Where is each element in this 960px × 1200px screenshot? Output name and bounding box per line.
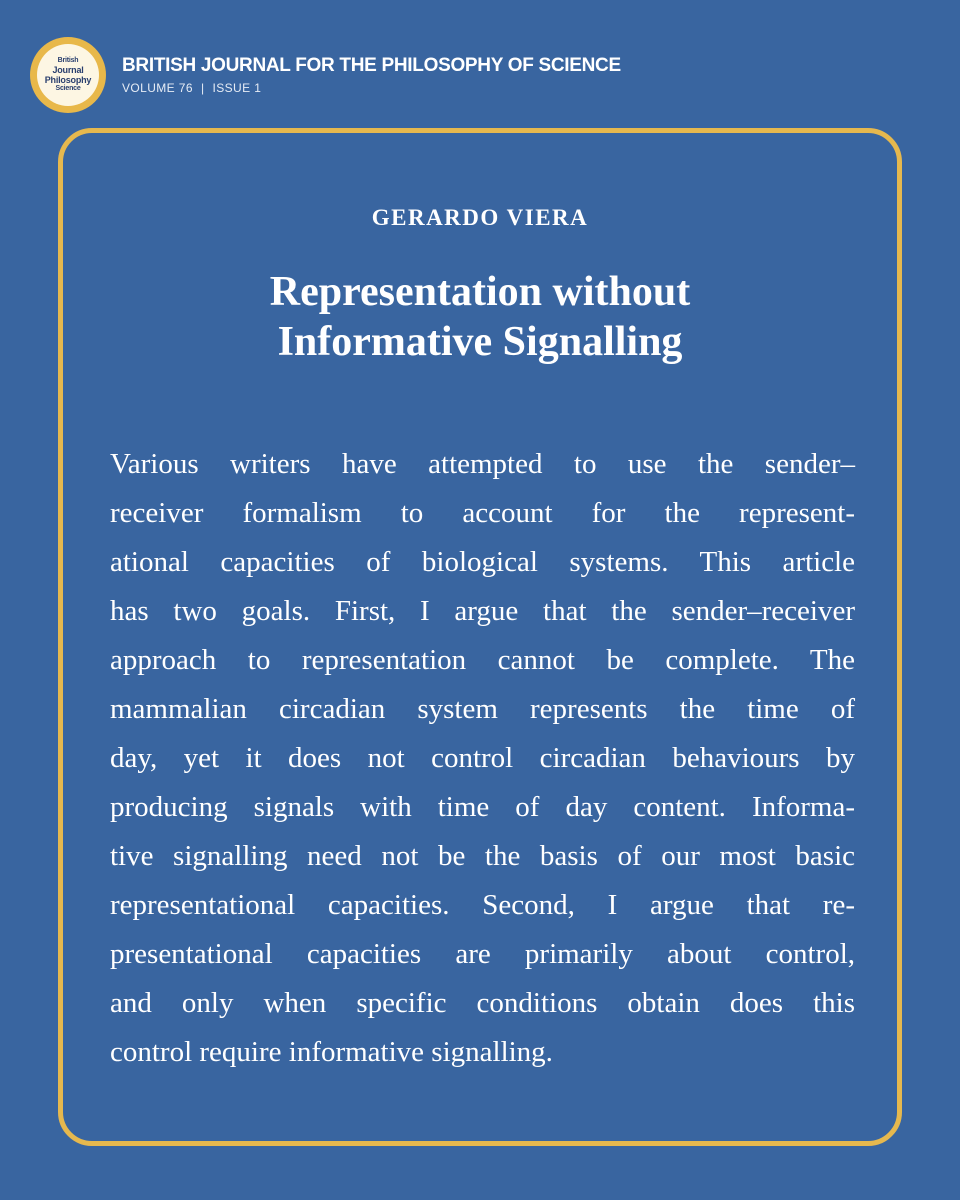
logo-line-science: Science — [55, 85, 81, 92]
journal-header — [30, 38, 621, 112]
abstract-line: has two goals. First, I argue that the sender–receiver — [110, 595, 855, 627]
logo-line-journal: Journal — [52, 65, 84, 75]
abstract-line: day, yet it does not control circadian behaviours by — [110, 742, 855, 774]
abstract-line: ational capacities of biological systems. This article — [110, 546, 855, 578]
abstract-line: mammalian circadian system represents the time of — [110, 693, 855, 725]
abstract-line: and only when specific conditions obtain does this — [110, 987, 855, 1019]
abstract-line: receiver formalism to account for the represent- — [110, 497, 855, 529]
abstract-card — [58, 128, 902, 1146]
abstract-line: representational capacities. Second, I argue that re- — [110, 889, 855, 921]
logo-line-british: British — [57, 57, 79, 64]
journal-text-block — [122, 55, 621, 95]
abstract-line: tive signalling need not be the basis of our most basic — [110, 840, 855, 872]
journal-issue: ISSUE 1 — [212, 81, 262, 95]
logo-line-philosophy: Philosophy — [44, 75, 92, 85]
journal-volume: VOLUME 76 — [122, 81, 193, 95]
abstract-line: presentational capacities are primarily about control, — [110, 938, 855, 970]
author-name: GERARDO VIERA — [371, 205, 589, 230]
abstract-text — [110, 440, 855, 1077]
meta-separator: | — [200, 81, 205, 95]
abstract-line: Various writers have attempted to use the sender– — [110, 448, 855, 480]
journal-volume-issue — [122, 81, 621, 95]
article-title-line-1: Representation without — [269, 269, 691, 315]
abstract-line: producing signals with time of day content. Informa- — [110, 791, 855, 823]
abstract-line: control require informative signalling. — [110, 1036, 553, 1068]
abstract-line: approach to representation cannot be complete. The — [110, 644, 855, 676]
journal-logo-inner — [37, 44, 99, 106]
article-title — [103, 267, 857, 367]
journal-logo — [30, 37, 106, 113]
article-title-line-2: Informative Signalling — [277, 319, 683, 365]
journal-title: BRITISH JOURNAL FOR THE PHILOSOPHY OF SCIENCE — [122, 55, 621, 76]
